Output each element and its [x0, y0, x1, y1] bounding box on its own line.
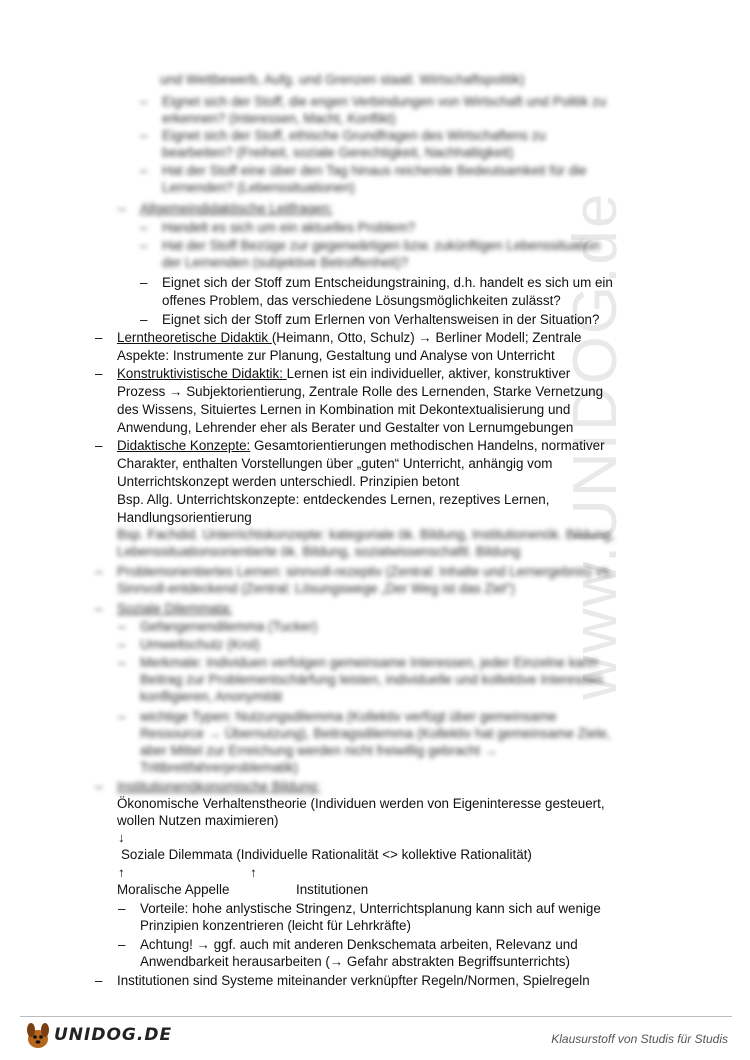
dash-bullet: – — [140, 128, 148, 143]
text-line — [117, 437, 605, 455]
text-line: Charakter, enthalten Vorstellungen über „guten“ Unterricht, anhängig vom — [117, 456, 553, 471]
term-didaktische-konzepte: Didaktische Konzepte: — [117, 438, 251, 453]
text-line: Prozess → Subjektorientierung, Zentrale Rolle des Lernenden, Starke Vernetzung — [117, 384, 604, 399]
text-line: der Lernenden (subjektive Betroffenheit)? — [162, 255, 409, 270]
text-line: aber Mittel zur Erreichung werden nicht freiwillig gebracht → — [140, 743, 498, 758]
text-line: Umweltschutz (Krol) — [140, 637, 260, 652]
text-line: Soziale Dilemmata: — [117, 601, 233, 616]
text-line: Ressource → Übernutzung), Beitragsdilemma (Kollektiv hat gemeinsame Ziele, — [140, 726, 611, 741]
text-line: Handelt es sich um ein aktuelles Problem? — [162, 220, 416, 235]
dash-bullet: – — [95, 564, 103, 579]
text-line: Merkmale: Individuen verfolgen gemeinsame Interessen, jeder Einzelne kann — [140, 655, 598, 670]
text-line: Hat der Stoff eine über den Tag hinaus reichende Bedeutsamkeit für die — [162, 163, 587, 178]
dash-bullet: – — [118, 655, 126, 670]
term-konstruktivistische-didaktik: Konstruktivistische Didaktik: — [117, 366, 287, 381]
arrow-up: ↑ — [250, 865, 257, 880]
dog-icon — [22, 1019, 54, 1051]
text-line: Institutionen — [296, 882, 369, 897]
text-line: und Wettbewerb, Aufg. und Grenzen staatl. Wirtschaftspolitik) — [160, 72, 525, 87]
text-line — [117, 365, 570, 383]
text-line: erkennen? (Interessen, Macht, Konflikt) — [162, 111, 396, 126]
dash-bullet: – — [140, 163, 148, 178]
text-span: Lernen ist ein individueller, aktiver, konstruktiver — [286, 366, 571, 381]
footer-tagline: Klausurstoff von Studis für Studis — [551, 1032, 728, 1046]
text-line: Beitrag zur Problementschärfung leisten, individuelle und kollektive Interessen — [140, 672, 603, 687]
dash-bullet: – — [140, 220, 148, 235]
logo-text: UNIDOG.DE — [54, 1025, 173, 1045]
text-line: Eignet sich der Stoff, ethische Grundfragen des Wirtschaftens zu — [162, 128, 546, 143]
text-line: Allgemeindidaktische Leitfragen: — [140, 201, 333, 216]
text-line: Institutionenökonomische Bildung: — [117, 779, 321, 794]
text-line: Anwendbarkeit herausarbeiten (→ Gefahr abstrakten Begriffsunterrichts) — [140, 954, 570, 969]
unidog-logo — [22, 1018, 172, 1052]
text-line: Aspekte: Instrumente zur Planung, Gestaltung und Analyse von Unterricht — [117, 348, 555, 363]
footer-divider — [20, 1016, 732, 1017]
text-line: Eignet sich der Stoff zum Erlernen von Verhaltensweisen in der Situation? — [162, 312, 600, 327]
text-line: Eignet sich der Stoff zum Entscheidungstraining, d.h. handelt es sich um ein — [162, 275, 613, 290]
text-line: Lebenssituationsorientierte ök. Bildung, sozialwissenschaftl. Bildung — [117, 544, 521, 559]
text-line: wichtige Typen: Nutzungsdilemma (Kollektiv verfügt über gemeinsame — [140, 709, 557, 724]
text-line: bearbeiten? (Freiheit, soziale Gerechtigkeit, Nachhaltigkeit) — [162, 145, 514, 160]
text-line: Ökonomische Verhaltenstheorie (Individuen werden von Eigeninteresse gesteuert, — [117, 796, 605, 811]
text-line: Anwendung, Lehrender eher als Berater und Gestalter von Lernumgebungen — [117, 420, 574, 435]
text-line: Lernenden? (Lebenssituationen) — [162, 180, 355, 195]
text-line: Unterrichtskonzept werden unterschiedl. Prinzipien betont — [117, 474, 460, 489]
dash-bullet: – — [140, 312, 148, 327]
dash-bullet: – — [95, 601, 103, 616]
dash-bullet: – — [118, 709, 126, 724]
text-span: Gesamtorientierungen methodischen Handelns, normativer — [250, 438, 605, 453]
text-line: Vorteile: hohe anlystische Stringenz, Unterrichtsplanung kann sich auf wenige — [140, 901, 601, 916]
arrow-up: ↑ — [118, 865, 125, 880]
text-line: Hat der Stoff Bezüge zur gegenwärtigen bzw. zukünftigen Lebenssituation — [162, 238, 601, 253]
dash-bullet: – — [95, 779, 103, 794]
text-line: Achtung! → ggf. auch mit anderen Denkschemata arbeiten, Relevanz und — [140, 937, 578, 952]
text-line: Soziale Dilemmata (Individuelle Rationalität <> kollektive Rationalität) — [121, 847, 532, 862]
dash-bullet: – — [118, 901, 126, 916]
dash-bullet: – — [140, 94, 148, 109]
dash-bullet: – — [95, 330, 103, 345]
arrow-down: ↓ — [118, 830, 125, 845]
dash-bullet: – — [118, 637, 126, 652]
text-span: (Heimann, Otto, Schulz) → Berliner Modell; Zentrale — [271, 330, 582, 345]
dash-bullet: – — [118, 201, 126, 216]
dash-bullet: – — [95, 366, 103, 381]
text-line: Moralische Appelle — [117, 882, 230, 897]
term-lerntheoretische-didaktik: Lerntheoretische Didaktik — [117, 330, 272, 345]
text-line: konfligieren, Anonymität — [140, 689, 283, 704]
dash-bullet: – — [140, 275, 148, 290]
text-line: Handlungsorientierung — [117, 510, 252, 525]
text-line: Eignet sich der Stoff, die engen Verbindungen von Wirtschaft und Politik zu — [162, 94, 607, 109]
dash-bullet: – — [95, 973, 103, 988]
dash-bullet: – — [140, 238, 148, 253]
dash-bullet: – — [95, 438, 103, 453]
text-line — [117, 329, 581, 347]
text-line: Sinnvoll-entdeckend (Zentral: Lösungswege „Der Weg ist das Ziel“) — [117, 581, 515, 596]
text-line: des Wissens, Situiertes Lernen in Kombination mit Dekontextualisierung und — [117, 402, 571, 417]
text-line: Bsp. Fachdid. Unterrichtskonzepte: kategoriale ök. Bildung, Institutionenök. Bildung, — [117, 527, 615, 542]
dash-bullet: – — [118, 619, 126, 634]
text-line: wollen Nutzen maximieren) — [117, 813, 279, 828]
text-line: Problemorientiertes Lernen: sinnvoll-rezeptiv (Zentral: Inhalte und Lernergebnis) vs. — [117, 564, 613, 579]
text-line: Bsp. Allg. Unterrichtskonzepte: entdeckendes Lernen, rezeptives Lernen, — [117, 492, 550, 507]
text-line: Trittbrettfahrerproblematik) — [140, 760, 299, 775]
text-line: offenes Problem, das verschiedene Lösungsmöglichkeiten zulässt? — [162, 293, 561, 308]
text-line: Gefangenendilemma (Tucker) — [140, 619, 318, 634]
text-line: Institutionen sind Systeme miteinander verknüpfter Regeln/Normen, Spielregeln — [117, 973, 590, 988]
text-line: Prinzipien konzentrieren (leicht für Lehrkräfte) — [140, 918, 411, 933]
dash-bullet: – — [118, 937, 126, 952]
watermark: www.UNIDOG.de — [561, 191, 630, 700]
